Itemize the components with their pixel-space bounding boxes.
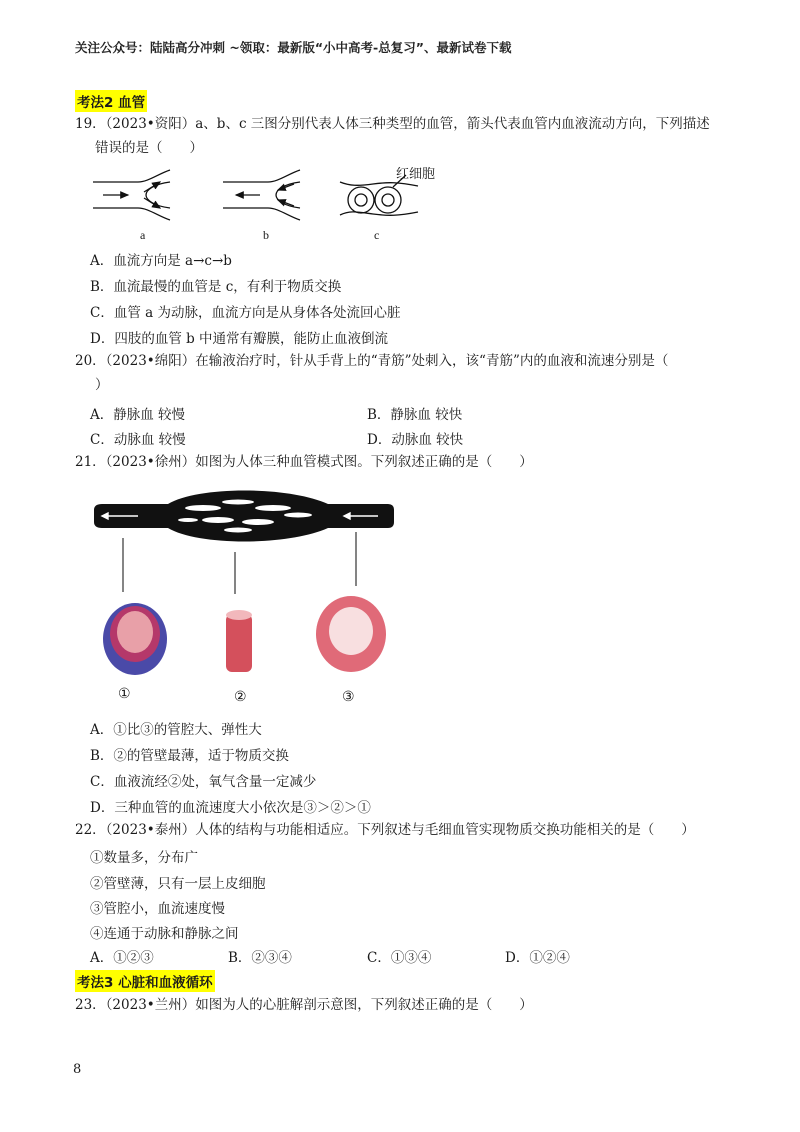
artery-cross-section <box>316 596 386 672</box>
q19-option-b: B．血流最慢的血管是 c，有利于物质交换 <box>90 279 342 295</box>
q20-stem-line2: ） <box>95 377 109 393</box>
q23-stem: 23．（2023•兰州）如图为人的心脏解剖示意图，下列叙述正确的是（ ） <box>75 997 533 1013</box>
q19-label-b: b <box>263 228 269 242</box>
q19-option-d: D．四肢的血管 b 中通常有瓣膜，能防止血液倒流 <box>90 331 389 347</box>
q20-option-d: D．动脉血 较快 <box>367 432 464 448</box>
page-number: 8 <box>73 1062 82 1077</box>
q22-option-b: B．②③④ <box>228 950 292 966</box>
q20-option-a: A．静脉血 较慢 <box>90 407 186 423</box>
vessel-a <box>93 170 170 220</box>
section-title-2: 考法2 血管 <box>75 90 147 112</box>
q21-option-d: D．三种血管的血流速度大小依次是③＞②＞① <box>90 800 371 816</box>
q21-label-3: ③ <box>342 690 355 705</box>
q21-vessel-figure <box>88 482 398 712</box>
q22-option-a: A．①②③ <box>90 950 154 966</box>
q19-stem-line1: 19．（2023•资阳）a、b、c 三图分别代表人体三种类型的血管，箭头代表血管内血液流动方向，下列描述 <box>75 116 710 132</box>
q21-label-1: ① <box>118 687 131 702</box>
vessel-b <box>223 170 300 220</box>
q21-option-a: A．①比③的管腔大、弹性大 <box>90 722 262 738</box>
q21-stem: 21．（2023•徐州）如图为人体三种血管模式图。下列叙述正确的是（ ） <box>75 454 533 470</box>
q22-option-c: C．①③④ <box>367 950 432 966</box>
q19-stem-line2: 错误的是（ ） <box>95 140 203 156</box>
q20-option-c: C．动脉血 较慢 <box>90 432 186 448</box>
q19-label-rbc: 红细胞 <box>396 166 436 181</box>
capillary-segment <box>226 610 252 672</box>
q22-item-2: ②管壁薄，只有一层上皮细胞 <box>90 876 266 892</box>
q21-option-b: B．②的管壁最薄，适于物质交换 <box>90 748 289 764</box>
q22-item-3: ③管腔小，血流速度慢 <box>90 901 225 917</box>
vein-cross-section <box>103 603 167 675</box>
q19-label-c: c <box>374 228 380 242</box>
q21-option-c: C．血液流经②处，氧气含量一定减少 <box>90 774 317 790</box>
q19-label-a: a <box>140 228 146 242</box>
q20-stem-line1: 20．（2023•绵阳）在输液治疗时，针从手背上的“青筋”处刺入，该“青筋”内的血液和流速分别是（ <box>75 353 669 369</box>
q22-stem: 22．（2023•泰州）人体的结构与功能相适应。下列叙述与毛细血管实现物质交换功能相关的是（ ） <box>75 822 695 838</box>
q21-label-2: ② <box>234 690 247 705</box>
q22-item-1: ①数量多，分布广 <box>90 850 198 866</box>
q22-item-4: ④连通于动脉和静脉之间 <box>90 926 239 942</box>
page-header: 关注公众号：陆陆高分冲刺 ~领取：最新版“小中高考-总复习”、最新试卷下载 <box>75 40 512 55</box>
q19-option-c: C．血管 a 为动脉，血流方向是从身体各处流回心脏 <box>90 305 401 321</box>
section-title-3: 考法3 心脏和血液循环 <box>75 970 215 992</box>
q19-option-a: A．血流方向是 a→c→b <box>90 253 232 269</box>
q20-option-b: B．静脉血 较快 <box>367 407 463 423</box>
q22-option-d: D．①②④ <box>505 950 570 966</box>
